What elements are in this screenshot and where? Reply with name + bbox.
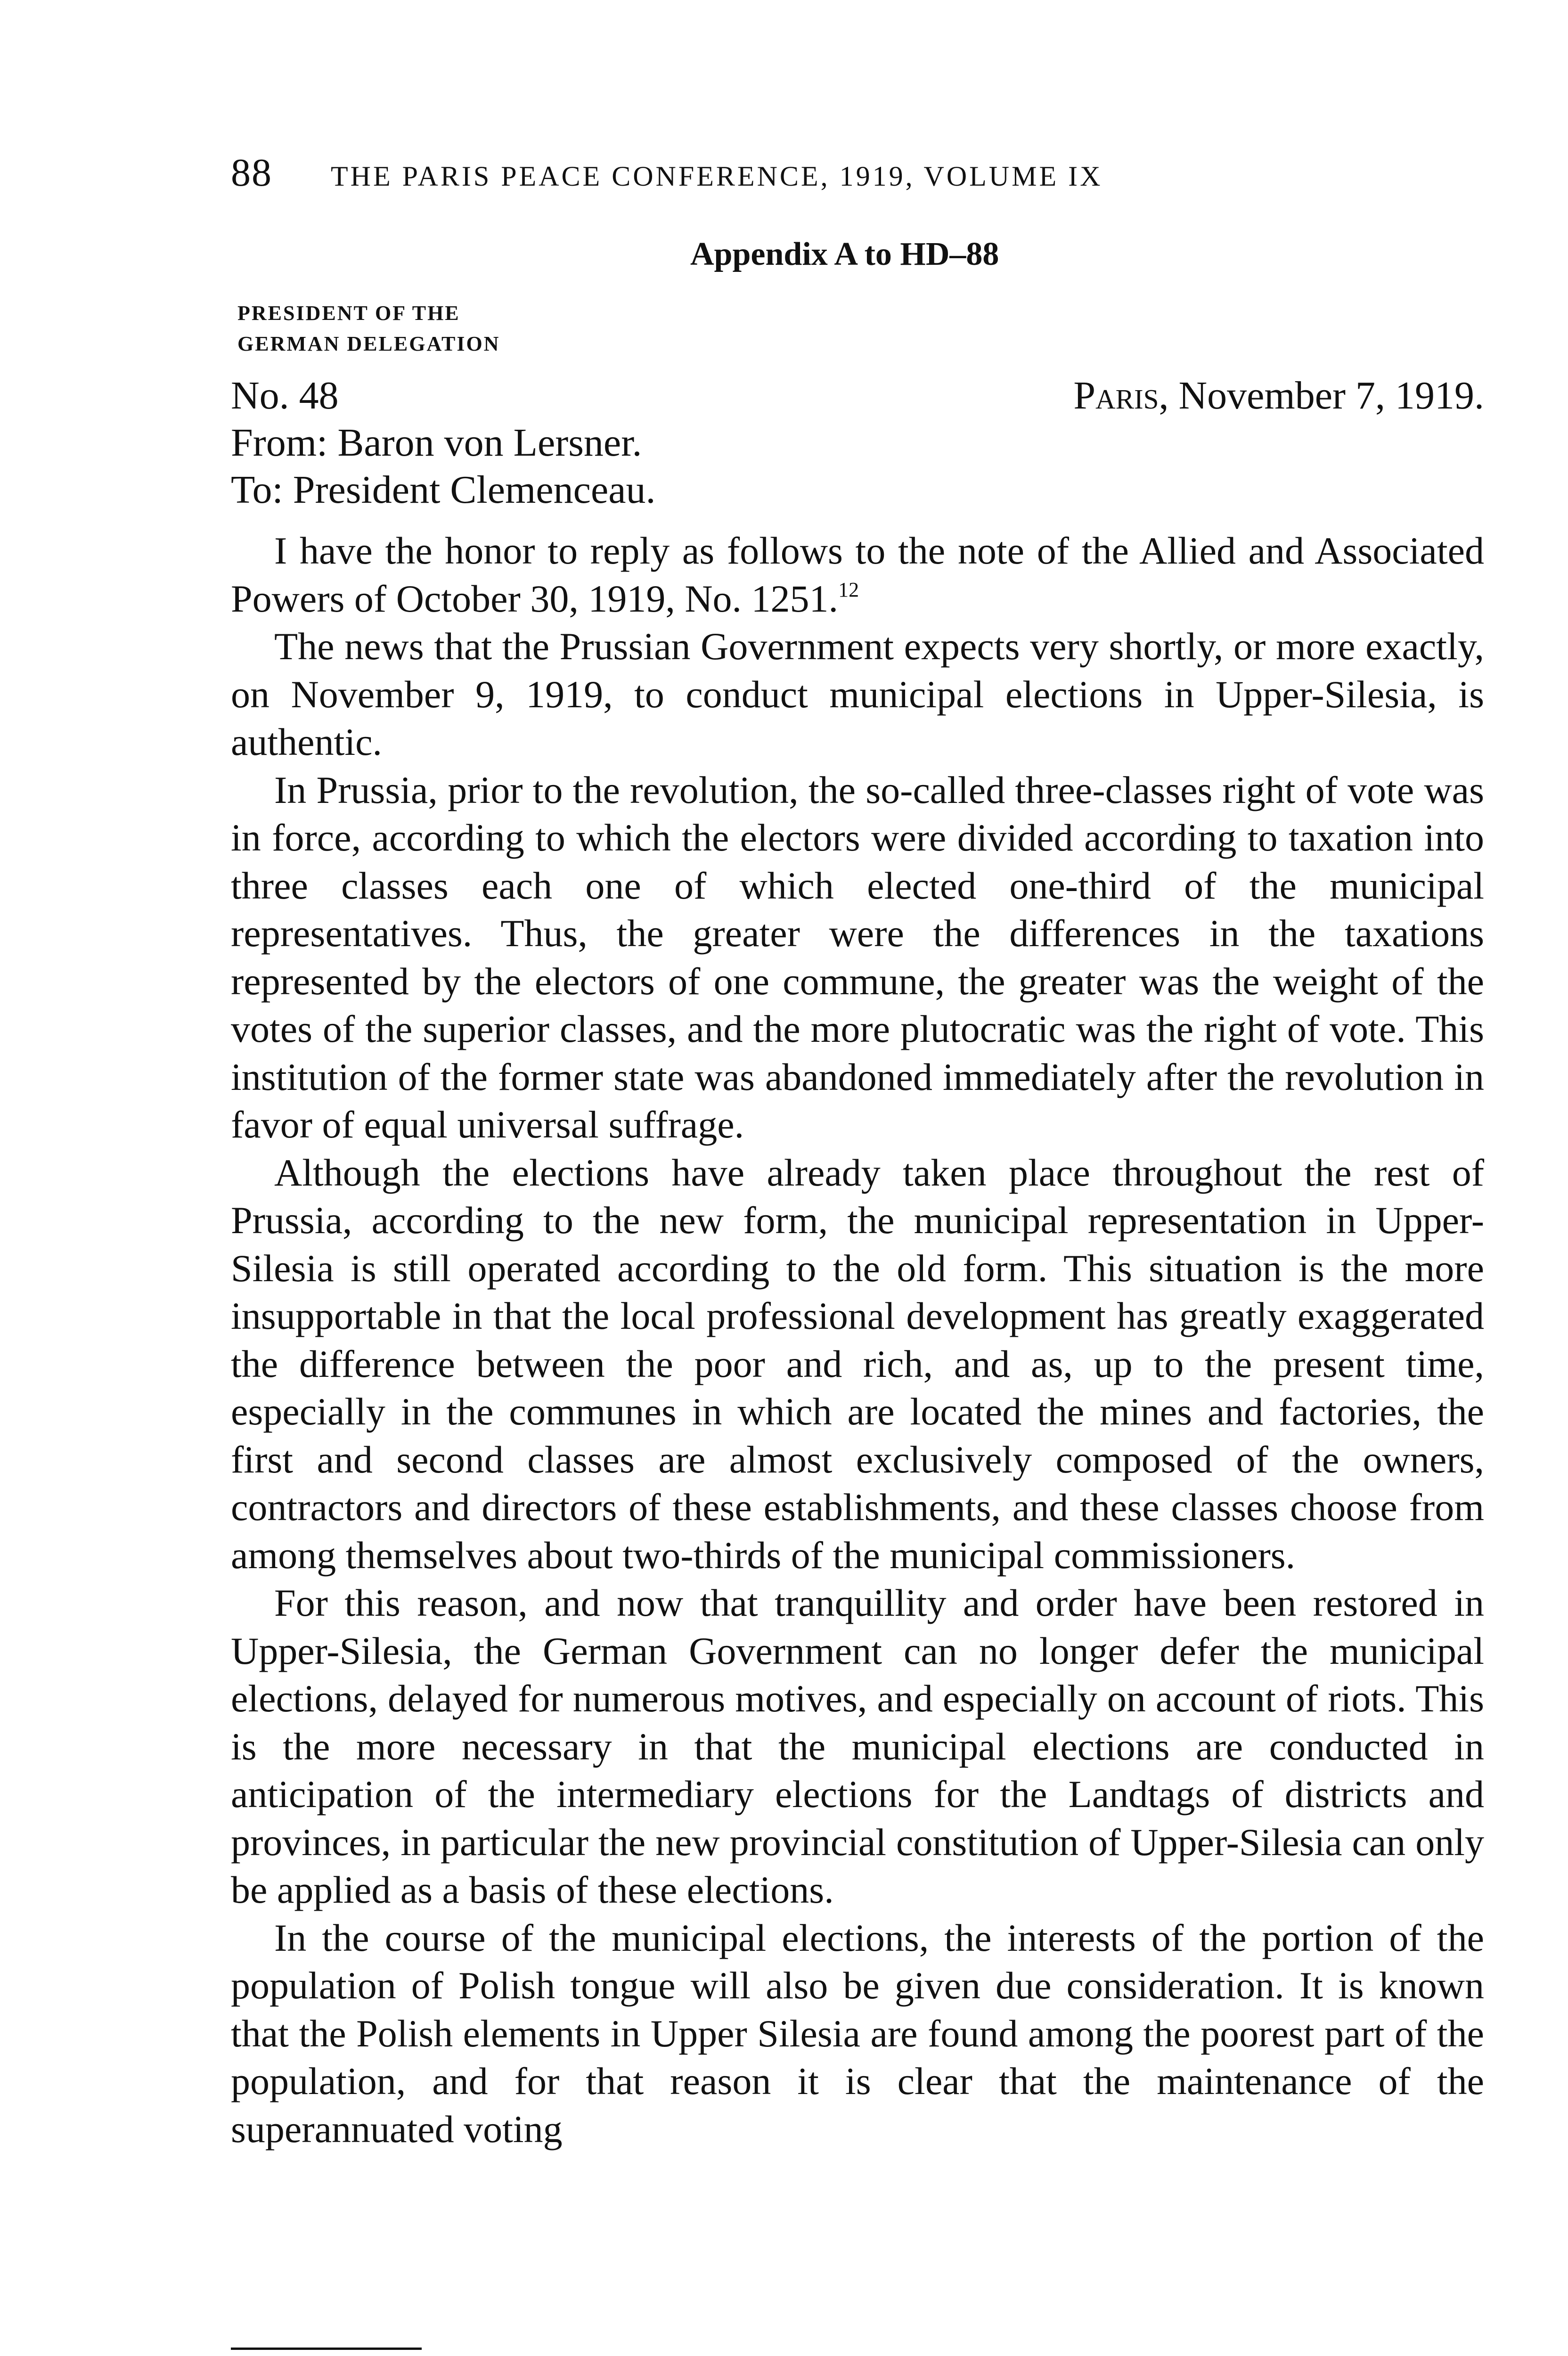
paragraph-1 — [231, 527, 1484, 622]
running-header — [231, 150, 1362, 202]
letter-to: To: President Clemenceau. — [231, 468, 656, 512]
letter-place: Paris, — [1073, 374, 1169, 417]
appendix-title: Appendix A to HD–88 — [690, 236, 999, 272]
footnote-rule — [231, 2348, 422, 2350]
running-title: THE PARIS PEACE CONFERENCE, 1919, VOLUME IX — [331, 161, 1103, 192]
paragraph-1-text: I have the honor to reply as follows to the note of the Allied and Associated Powers of October 30, 1919, No. 1251. — [231, 529, 1484, 620]
paragraph-4: Although the elections have already taken place throughout the rest of Prussia, according to the new form, the municipal representation in Upper-Silesia is still operated according to the old form. This situation is the more insupportable in that the local professional development has greatly exaggerated the difference between the poor and rich, and as, up to the present time, especially in the communes in which are located the mines and factories, the first and second classes are almost exclusively composed of the owners, contractors and directors of these establishments, and these classes choose from among themselves about two-thirds of the municipal commissioners. — [231, 1151, 1484, 1577]
sender-office — [237, 298, 500, 359]
paragraph-5: For this reason, and now that tranquillity and order have been restored in Upper-Silesia, the German Government can no longer defer the municipal elections, delayed for numerous motives, and especially on account of riots. This is the more necessary in that the municipal elections are conducted in anticipation of the intermediary elections for the Landtags of districts and provinces, in particular the new provincial constitution of Upper-Silesia can only be applied as a basis of these elections. — [231, 1581, 1484, 1911]
letter-date: November 7, 1919. — [1178, 374, 1484, 417]
letter-meta — [231, 372, 1484, 514]
number-date-row — [231, 372, 1484, 419]
place-date — [1073, 372, 1484, 419]
page-number: 88 — [231, 151, 272, 195]
paragraph-3: In Prussia, prior to the revolution, the so-called three-classes right of vote was in force, according to which the electors were divided according to taxation into three classes each one of which elected one-third of the municipal representatives. Thus, the greater were the differences in the taxations represented by the electors of one commune, the greater was the weight of the votes of the superior classes, and the more plutocratic was the right of vote. This institution of the former state was abandoned immediately after the revolution in favor of equal universal suffrage. — [231, 768, 1484, 1146]
footnote-reference: 12 — [838, 578, 859, 601]
paragraph-2: The news that the Prussian Government expects very shortly, or more exactly, on November 9, 1919, to conduct municipal elections in Upper-Silesia, is authentic. — [231, 625, 1484, 763]
letter-number: No. 48 — [231, 374, 339, 417]
sender-office-line-1: PRESIDENT OF THE — [237, 302, 460, 325]
sender-office-line-2: GERMAN DELEGATION — [237, 332, 500, 355]
paragraph-6: In the course of the municipal elections, the interests of the portion of the population of Polish tongue will also be given due consideration. It is known that the Polish elements in Upper Silesia are found among the poorest part of the population, and for that reason it is clear that the maintenance of the superannuated voting — [231, 1916, 1484, 2151]
letter-body — [231, 527, 1484, 2153]
letter-from: From: Baron von Lersner. — [231, 421, 642, 465]
